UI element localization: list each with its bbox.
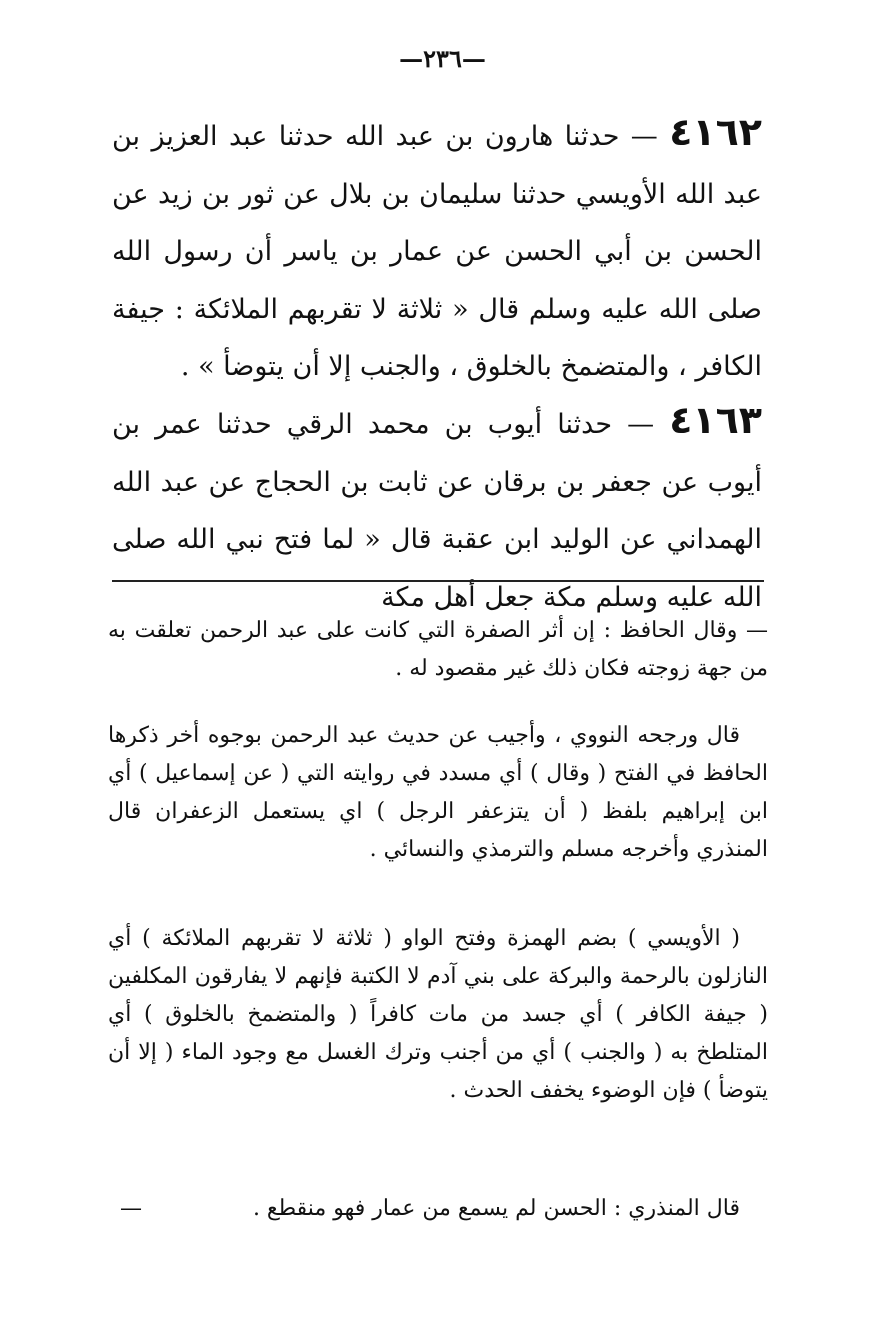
hadith-4163: [112, 392, 762, 626]
footnote-paragraph: [108, 717, 768, 869]
end-dash: —: [120, 1196, 142, 1221]
hadith-text: — حدثنا هارون بن عبد الله حدثنا عبد العزيز بن عبد الله الأويسي حدثنا سليمان بن بلال عن ثور بن زيد عن الحسن بن أبي الحسن عن عمار بن ياسر أن رسول الله صلى الله عليه وسلم قال « ثلاثة لا تقربهم الملائكة : جيفة الكافر ، والمتضمخ بالخلوق ، والجنب إلا أن يتوضأ » .: [112, 121, 762, 382]
hadith-number: ٤١٦٣: [669, 398, 762, 442]
footnote-paragraph: [108, 920, 768, 1110]
footnote-text: — وقال الحافظ : إن أثر الصفرة التي كانت على عبد الرحمن تعلقت به من جهة زوجته فكان ذلك غير مقصود له .: [108, 618, 768, 681]
hadith-number: ٤١٦٢: [669, 110, 762, 154]
footnote-text: قال المنذري : الحسن لم يسمع من عمار فهو منقطع .: [252, 1196, 740, 1221]
footnote-text: قال ورجحه النووي ، وأجيب عن حديث عبد الرحمن بوجوه أخر ذكرها الحافظ في الفتح ( وقال ) أي مسدد في روايته التي ( عن إسماعيل ) أي ابن إبراهيم بلفظ ( أن يتزعفر الرجل ) اي يستعمل الزعفران قال المنذري وأخرجه مسلم والترمذي والنسائي .: [108, 723, 768, 862]
hadith-text: — حدثنا أيوب بن محمد الرقي حدثنا عمر بن أيوب عن جعفر بن برقان عن ثابت بن الحجاج عن عبد الله الهمداني عن الوليد ابن عقبة قال « لما فتح نبي الله صلى الله عليه وسلم مكة جعل أهل مكة: [112, 409, 762, 613]
hadith-4162: [112, 104, 762, 396]
page-number: —٢٣٦—: [399, 44, 486, 73]
footnote-text: ( الأويسي ) بضم الهمزة وفتح الواو ( ثلاثة لا تقربهم الملائكة ) أي النازلون بالرحمة والبركة على بني آدم لا الكتبة فإنهم لا يفارقون المكلفين ( جيفة الكافر ) أي جسد من مات كافراً ( والمتضمخ بالخلوق ) أي المتلطخ به ( والجنب ) أي من أجنب وترك الغسل مع وجود الماء ( إلا أن يتوضأ ) فإن الوضوء يخفف الحدث .: [108, 926, 768, 1103]
footnote-divider: [112, 580, 764, 582]
footnote-paragraph-last: [108, 1190, 768, 1228]
footnote-paragraph: [108, 612, 768, 688]
